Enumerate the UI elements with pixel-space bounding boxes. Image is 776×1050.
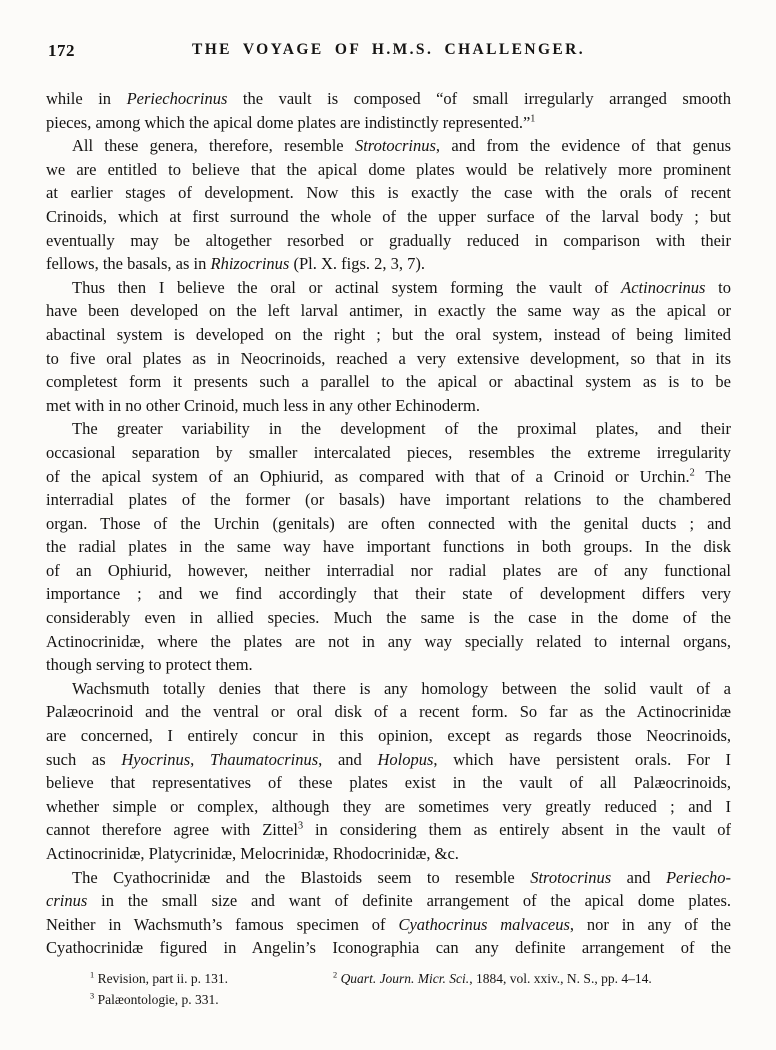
text-segment: Actinocrinidæ, where the plates are not in any way specially related to internal organs, — [46, 631, 731, 651]
text-segment: The Cyathocrinidæ and the Blastoids seem to resemble — [72, 867, 531, 887]
text-segment: Cyathocrinidæ figured in Angelin’s Iconographia can any definite arrangement of the — [46, 938, 731, 958]
text-segment: (Pl. X. figs. 2, 3, 7). — [289, 254, 426, 274]
paragraph — [46, 134, 731, 276]
text-segment: interradial plates of the former (or basals) have important relations to the chambered — [46, 490, 731, 510]
italic-text: Strotocrinus — [530, 867, 612, 887]
text-line — [46, 181, 731, 205]
text-segment: such as — [46, 749, 122, 769]
text-segment: , and from the evidence of that genus — [435, 136, 731, 156]
text-line — [46, 205, 731, 229]
text-segment: , which have persistent orals. For I — [433, 749, 732, 769]
text-segment: pieces, among which the apical dome plates are indistinctly represented.” — [46, 112, 531, 132]
text-segment: , 1884, vol. xxiv., N. S., pp. 4–14. — [469, 971, 652, 986]
text-line — [46, 417, 731, 441]
paragraph — [46, 276, 731, 418]
text-line — [46, 299, 731, 323]
text-segment: the radial plates in the same way have important functions in both groups. In the disk — [46, 537, 731, 557]
text-line — [46, 936, 731, 960]
text-line — [46, 158, 731, 182]
footnote-marker: 2 — [333, 970, 338, 980]
text-line — [46, 370, 731, 394]
text-line — [46, 677, 731, 701]
paragraph — [46, 866, 731, 960]
text-line — [46, 512, 731, 536]
text-segment: of the apical system of an Ophiurid, as compared with that of a Crinoid or Urchin. — [46, 466, 690, 486]
page-body — [46, 87, 731, 960]
running-title: THE VOYAGE OF H.M.S. CHALLENGER. — [191, 41, 586, 58]
text-segment: abactinal system is developed on the right ; but the oral system, instead of being limited — [46, 324, 731, 344]
text-line — [46, 252, 731, 276]
paragraph — [46, 417, 731, 677]
text-line — [46, 913, 731, 937]
text-segment: Palæocrinoid and the ventral or oral disk of a recent form. So far as the Actinocrinidæ — [46, 702, 731, 722]
italic-text: Cyathocrinus malvaceus — [398, 914, 570, 934]
text-segment: occasional separation by smaller intercalated pieces, resembles the extreme irregularity — [46, 442, 731, 462]
footnote-line — [90, 969, 333, 990]
page-header — [46, 41, 731, 63]
italic-text: Periecho- — [665, 867, 731, 887]
text-line — [46, 465, 731, 489]
text-line — [46, 394, 731, 418]
text-segment: we are entitled to believe that the apical dome plates would be relatively more prominent — [46, 159, 731, 179]
text-line — [46, 535, 731, 559]
text-segment: fellows, the basals, as in — [46, 254, 211, 274]
text-segment: have been developed on the left larval antimer, in exactly the same way as the apical or — [46, 301, 731, 321]
text-segment: completest form it presents such a parallel to the apical or abactinal system as is to be — [46, 372, 731, 392]
italic-text: Thaumatocrinus — [209, 749, 319, 769]
text-line — [46, 724, 731, 748]
text-segment: eventually may be altogether resorbed or gradually reduced in comparison with their — [46, 230, 731, 250]
text-segment: are concerned, I entirely concur in this opinion, except as regards those Neocrinoids, — [46, 726, 731, 746]
footnote-line — [90, 990, 333, 1011]
text-segment: The greater variability in the development of the proximal plates, and their — [72, 419, 731, 439]
text-line — [46, 818, 731, 842]
text-line — [46, 87, 731, 111]
text-line — [46, 889, 731, 913]
text-segment: organ. Those of the Urchin (genitals) are often connected with the genital ducts ; and — [46, 513, 731, 533]
footnote-marker: 2 — [689, 467, 695, 478]
text-segment: at earlier stages of development. Now this is exactly the case with the orals of recent — [46, 183, 731, 203]
text-segment: whether simple or complex, although they are sometimes very greatly reduced ; and I — [46, 796, 731, 816]
footnote-marker: 1 — [90, 970, 95, 980]
text-segment: to — [705, 277, 731, 297]
text-segment: the vault is composed “of small irregularly arranged smooth — [227, 89, 731, 108]
text-segment: though serving to protect them. — [46, 655, 253, 675]
text-segment: , — [190, 749, 210, 769]
text-line — [46, 582, 731, 606]
text-line — [46, 559, 731, 583]
italic-text: Rhizocrinus — [210, 254, 290, 274]
text-segment: believe that representatives of these plates exist in the vault of all Palæocrinoids, — [46, 773, 731, 793]
footnote-column-right — [333, 969, 731, 990]
text-segment: Neither in Wachsmuth’s famous specimen of — [46, 914, 399, 934]
text-segment: of an Ophiurid, however, neither interradial nor radial plates are of any functional — [46, 560, 731, 580]
text-segment: met with in no other Crinoid, much less in any other Echinoderm. — [46, 395, 480, 415]
text-line — [46, 700, 731, 724]
text-segment: while in — [46, 89, 127, 108]
text-segment: The — [694, 466, 731, 486]
text-segment: Actinocrinidæ, Platycrinidæ, Melocrinidæ, Rhodocrinidæ, &c. — [46, 844, 459, 863]
footnote-marker: 3 — [297, 820, 304, 832]
paragraph — [46, 677, 731, 866]
text-line — [46, 323, 731, 347]
footnote-column-left — [90, 969, 333, 1010]
text-line — [46, 630, 731, 654]
italic-text: Quart. Journ. Micr. Sci. — [340, 971, 470, 986]
text-segment: and — [611, 867, 666, 887]
text-segment: Revision, part ii. p. 131. — [94, 971, 229, 986]
page-number: 172 — [48, 41, 75, 60]
text-line — [46, 771, 731, 795]
text-line — [46, 347, 731, 371]
text-line — [46, 842, 731, 866]
text-line — [46, 606, 731, 630]
text-segment: Crinoids, which at first surround the whole of the upper surface of the larval body ; but — [46, 206, 731, 226]
footnote-marker: 3 — [90, 991, 95, 1000]
italic-text: Hyocrinus — [121, 749, 191, 769]
text-segment: Palæontologie, p. 331. — [94, 991, 219, 1007]
footnotes — [46, 969, 731, 1010]
text-line — [46, 488, 731, 512]
text-line — [46, 134, 731, 158]
text-line — [46, 795, 731, 819]
italic-text: Holopus — [377, 749, 434, 769]
text-segment: to five oral plates as in Neocrinoids, reached a very extensive development, so that in its — [46, 348, 731, 368]
text-segment: importance ; and we find accordingly that their state of development differs very — [46, 584, 731, 604]
text-segment: cannot therefore agree with Zittel — [46, 820, 298, 840]
text-segment: in considering them as entirely absent in the vault of — [303, 820, 731, 840]
text-line — [46, 276, 731, 300]
text-segment: Wachsmuth totally denies that there is any homology between the solid vault of a — [72, 678, 731, 698]
italic-text: crinus — [46, 891, 88, 911]
text-segment: All these genera, therefore, resemble — [72, 136, 355, 156]
footnote-marker: 1 — [530, 113, 536, 125]
text-line — [46, 229, 731, 253]
italic-text: Strotocrinus — [354, 136, 436, 156]
text-line — [46, 111, 731, 135]
text-segment: in the small size and want of definite arrangement of the apical dome plates. — [87, 891, 731, 911]
text-segment: , and — [318, 749, 378, 769]
text-line — [46, 748, 731, 772]
paragraph — [46, 87, 731, 134]
text-segment: Thus then I believe the oral or actinal system forming the vault of — [72, 277, 622, 297]
text-segment: considerably even in allied species. Much the same is the case in the dome of the — [46, 608, 731, 628]
italic-text: Actinocrinus — [621, 277, 706, 297]
text-line — [46, 441, 731, 465]
footnote-line — [333, 969, 731, 990]
text-line — [46, 653, 731, 677]
italic-text: Periechocrinus — [126, 89, 228, 108]
text-segment: , nor in any of the — [569, 914, 732, 934]
text-line — [46, 866, 731, 890]
